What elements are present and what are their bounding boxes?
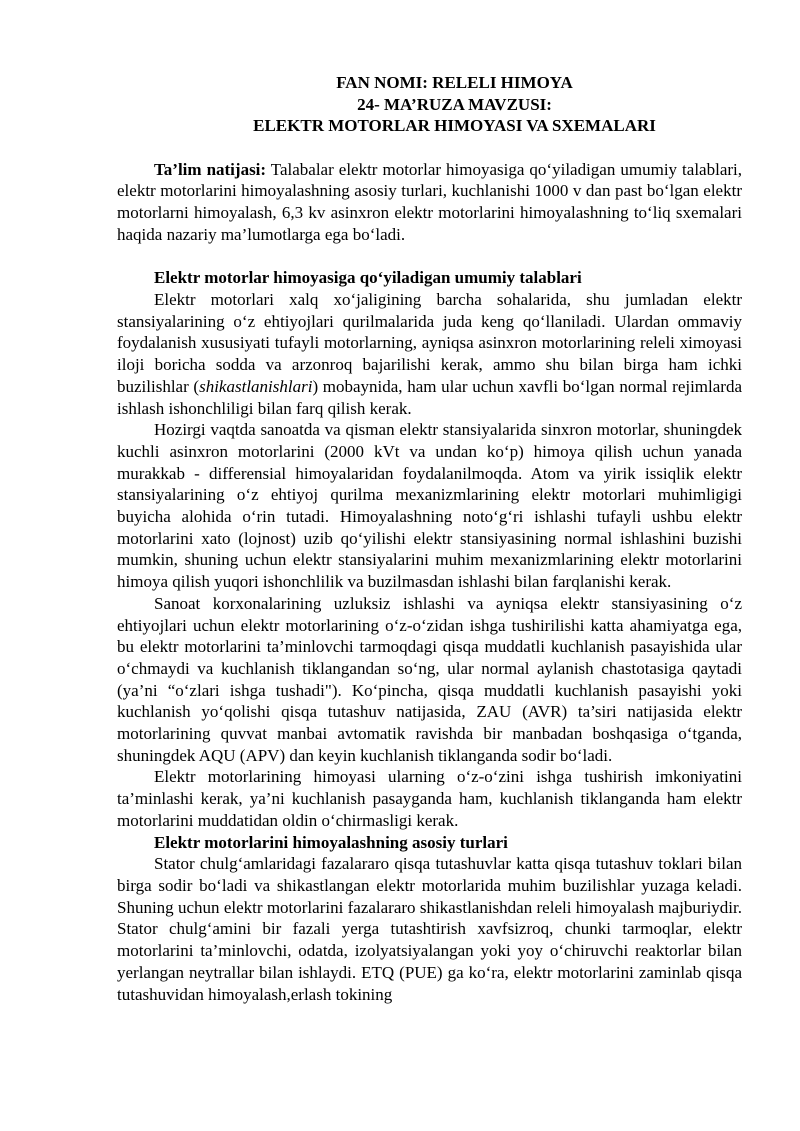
paragraph: Sanoat korxonalarining uzluksiz ishlashi va ayniqsa elektr stansiyasining o‘z ehtiyojlari uchun elektr motorlarining o‘z-o‘zidan ishga tushirilishi katta ahamiyatga ega, bu elektr motorlarini ta’minlovchi tarmoqdagi qisqa muddatli kuchlanish pasayishida ular o‘chmaydi va kuchlanish tiklangandan so‘ng, ular normal aylanish chastotasiga qaytadi (ya’ni “o‘zlari ishga tushadi"). Ko‘pincha, qisqa muddatli kuchlanish pasayishi yoki kuchlanish yo‘qolishi qisqa tutashuv natijasida, ZAU (AVR) ta’siri natijasida elektr motorlarining quvvat manbai avtomatik ravishda bir manbadan boshqasiga o‘tganda, shuningdek AQU (APV) dan keyin kuchlanish tiklanganda sodir bo‘ladi. xyxy=(117,593,742,765)
lecture-topic: ELEKTR MOTORLAR HIMOYASI VA SXEMALARI xyxy=(253,116,656,135)
paragraph xyxy=(117,289,742,419)
lecture-number: 24- MA’RUZA MAVZUSI: xyxy=(357,94,552,114)
italic-term: shikastlanishlari xyxy=(199,376,313,396)
learning-outcome-paragraph xyxy=(117,159,742,246)
learning-outcome-label: Ta’lim natijasi: xyxy=(154,159,267,179)
course-title: FAN NOMI: RELELI HIMOYA xyxy=(336,73,573,92)
paragraph: Stator chulg‘amlaridagi fazalararo qisqa tutashuvlar katta qisqa tutashuv toklari bilan birga sodir bo‘ladi va shikastlangan elektr motorlarida muhim buzilishlar yuzaga keladi. Shuning uchun elektr motorlarini fazalararo shikastlanishdan releli himoyalash majburiydir. Stator chulg‘amini bir fazali yerga tutashtirish xavfsizroq, chunki tarmoqlar, elektr motorlarini ta’minlovchi, odatda, izolyatsiyalangan yoki yoy o‘chiruvchi reaktorlar bilan yerlangan neytrallar bilan ishlaydi. ETQ (PUE) ga ko‘ra, elektr motorlarini zaminlab qisqa tutashuvidan himoyalash,erlash tokining xyxy=(117,854,742,1004)
document-header xyxy=(167,72,742,137)
paragraph-text: Elektr motorlari xalq xo‘jaligining barcha sohalarida, shu jumladan elektr stansiyalarining o‘z ehtiyojlari qurilmalarida juda keng qo‘llaniladi. Ulardan ommaviy foydalanish xususiyati tufayli motorlarning, ayniqsa asinxron motorlarining releli ximoyasi iloji boricha sodda va arzonroq bajarilishi kerak, ammo shu bilan birga ham ichki buzilishlar ( xyxy=(117,290,742,396)
section-heading-general-requirements: Elektr motorlar himoyasiga qo‘yiladigan umumiy talablari xyxy=(154,268,582,288)
paragraph: Hozirgi vaqtda sanoatda va qisman elektr stansiyalarida sinxron motorlar, shuningdek kuchli asinxron motorlarini (2000 kVt va undan ko‘p) himoya qilish uchun yanada murakkab - differensial himoyalaridan foydalanilmoqda. Atom va yirik issiqlik elektr stansiyalarining o‘z ehtiyoj qurilma mexanizmlarining elektr motorlari muhimligigi buyicha alohida o‘rin tutadi. Himoyalashning noto‘g‘ri ishlashi tufayli ushbu elektr motorlarini xato (lojnost) uzib qo‘yilishi elektr stansiyasining normal ishlashini buzishi mumkin, shuning uchun elektr stansiyalarini muhim mexanizmlarining elektr motorlarini himoya qilish yuqori ishonchlilik va buzilmasdan ishlashi bilan farqlanishi kerak. xyxy=(117,420,742,592)
paragraph: Elektr motorlarining himoyasi ularning o‘z-o‘zini ishga tushirish imkoniyatini ta’minlashi kerak, ya’ni kuchlanish pasayganda ham, kuchlanish tiklanganda ham elektr motorlarini muddatidan oldin o‘chirmasligi kerak. xyxy=(117,767,742,830)
paragraph-text: ) mobaynida, ham ular uchun xavfli bo‘lgan normal rejimlarda ishlash ishonchliligi bilan farq qilish kerak. xyxy=(117,376,743,418)
section-heading-main-types: Elektr motorlarini himoyalashning asosiy turlari xyxy=(154,832,508,852)
learning-outcome-text: Talabalar elektr motorlar himoyasiga qo‘yiladigan umumiy talablari, elektr motorlarini himoyalashning asosiy turlari, kuchlanishi 1000 v dan past bo‘lgan elektr motorlarni himoyalash, 6,3 kv asinxron elektr motorlarini himoyalashning to‘liq sxemalari haqida nazariy ma’lumotlarga ega bo‘ladi. xyxy=(117,159,742,244)
